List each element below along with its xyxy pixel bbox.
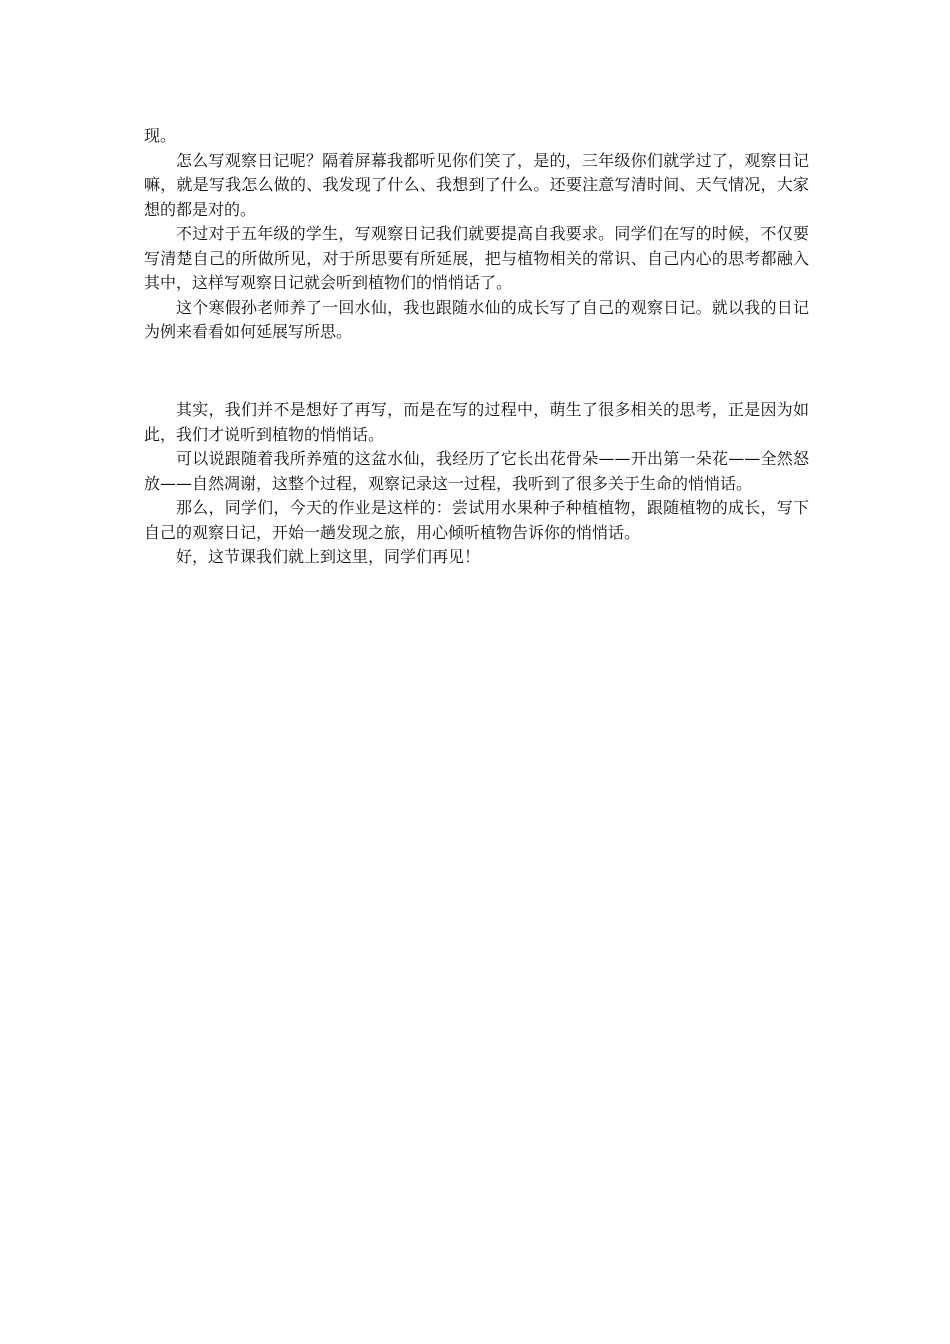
paragraph-how-to-write-diary: 怎么写观察日记呢？隔着屏幕我都听见你们笑了，是的，三年级你们就学过了，观察日记嘛，就是写我怎么做的、我发现了什么、我想到了什么。还要注意写清时间、天气情况，大家想的都是对的。 xyxy=(144,150,809,219)
paragraph-homework: 那么，同学们，今天的作业是这样的：尝试用水果种子种植植物，跟随植物的成长，写下自己的观察日记，开始一趟发现之旅，用心倾听植物告诉你的悄悄话。 xyxy=(144,498,809,542)
text-block-second xyxy=(144,398,809,570)
text-block-first xyxy=(144,124,809,345)
paragraph-closing: 好，这节课我们就上到这里，同学们再见！ xyxy=(176,547,481,566)
paragraph-narcissus-example: 这个寒假孙老师养了一回水仙，我也跟随水仙的成长写了自己的观察日记。就以我的日记为例来看看如何延展写所思。 xyxy=(144,297,809,341)
paragraph-thinking-while-writing: 其实，我们并不是想好了再写，而是在写的过程中，萌生了很多相关的思考，正是因为如此，我们才说听到植物的悄悄话。 xyxy=(144,400,809,444)
paragraph-continuation: 现。 xyxy=(144,126,177,145)
paragraph-narcissus-process: 可以说跟随着我所养殖的这盆水仙，我经历了它长出花骨朵——开出第一朵花——全然怒放——自然凋谢，这整个过程，观察记录这一过程，我听到了很多关于生命的悄悄话。 xyxy=(144,449,809,493)
paragraph-fifth-grade-requirements: 不过对于五年级的学生，写观察日记我们就要提高自我要求。同学们在写的时候，不仅要写清楚自己的所做所见，对于所思要有所延展，把与植物相关的常识、自己内心的思考都融入其中，这样写观察日记就会听到植物们的悄悄话了。 xyxy=(144,224,809,292)
